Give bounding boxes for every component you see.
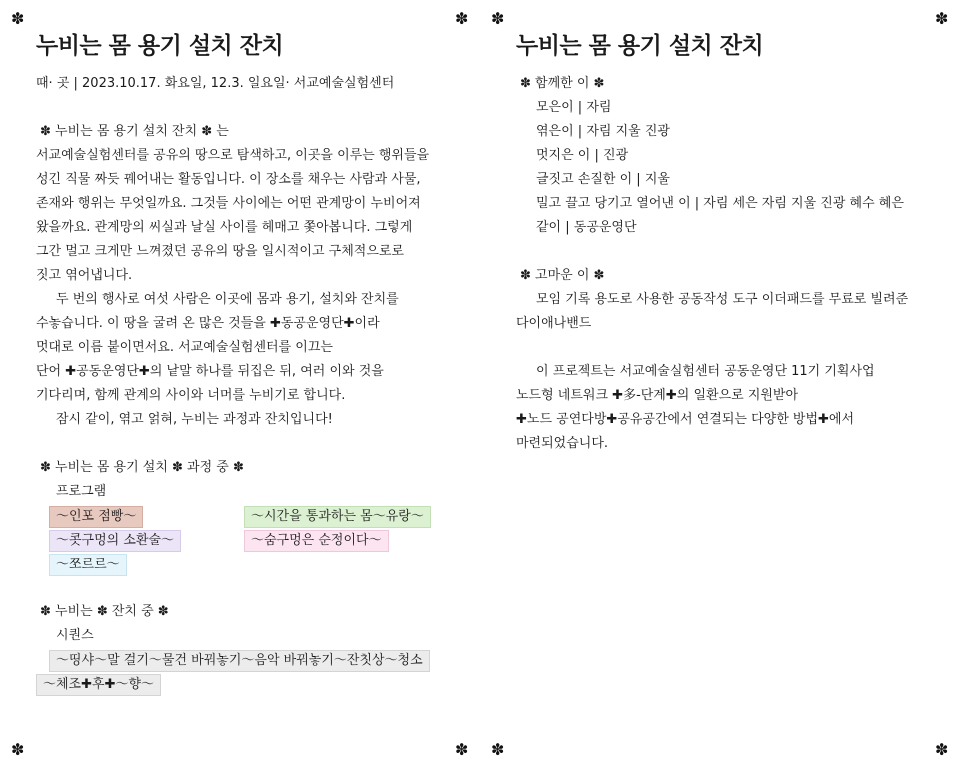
program-chip: ～콧구멍의 소환술～ xyxy=(49,530,181,552)
sequence-row xyxy=(36,648,456,672)
event-meta: 때· 곳 | 2023.10.17. 화요일, 12.3. 일요일· 서교예술실험센터 xyxy=(36,76,395,91)
body-line: 두 번의 행사로 여섯 사람은 이곳에 몸과 용기, 설치와 잔치를 xyxy=(56,292,399,307)
body-line: 기다리며, 함께 관계의 사이와 너머를 누비기로 합니다. xyxy=(36,388,346,403)
corner-mark-icon: ✽ xyxy=(455,740,469,759)
corner-mark-icon: ✽ xyxy=(11,740,25,759)
thanks-header: ✽ 고마운 이 ✽ xyxy=(520,268,605,283)
support-line: 마련되었습니다. xyxy=(516,436,609,451)
process-header: ✽ 누비는 몸 용기 설치 ✽ 과정 중 ✽ xyxy=(40,460,244,475)
sequence-chip: ～체조✚후✚～향～ xyxy=(36,674,161,696)
program-row xyxy=(36,504,456,528)
body-line: 단어 ✚공동운영단✚의 낱말 하나를 뒤집은 뒤, 여러 이와 것을 xyxy=(36,364,384,379)
corner-mark-icon: ✽ xyxy=(935,740,949,759)
credit-line: 밀고 끌고 당기고 열어낸 이 | 자림 세은 자림 지울 진광 혜수 혜은 xyxy=(536,196,904,211)
support-line: 이 프로젝트는 서교예술실험센터 공동운영단 11기 기획사업 xyxy=(536,364,875,379)
corner-mark-icon: ✽ xyxy=(455,9,469,28)
body-line: 수놓습니다. 이 땅을 굴려 온 많은 것들을 ✚동공운영단✚이라 xyxy=(36,316,380,331)
program-row xyxy=(36,528,456,552)
credit-line: 멋지은 이 | 진광 xyxy=(536,148,629,163)
program-chip: ～쪼르르～ xyxy=(49,554,127,576)
thanks-line: 모임 기록 용도로 사용한 공동작성 도구 이더패드를 무료로 빌려준 xyxy=(536,292,909,307)
intro-line: 서교예술실험센터를 공유의 땅으로 탐색하고, 이곳을 이루는 행위들을 xyxy=(36,148,430,163)
sequence-label: 시퀀스 xyxy=(56,628,94,643)
credit-line: 엮은이 | 자림 지울 진광 xyxy=(536,124,670,139)
support-line: 노드형 네트워크 ✚多-단계✚의 일환으로 지원받아 xyxy=(516,388,799,403)
body-line: 멋대로 이름 붙이면서요. 서교예술실험센터를 이끄는 xyxy=(36,340,333,355)
intro-line: 존재와 행위는 무엇일까요. 그것들 사이에는 어떤 관계망이 누비어져 xyxy=(36,196,421,211)
page-title: 누비는 몸 용기 설치 잔치 xyxy=(516,33,764,59)
program-row xyxy=(36,552,456,576)
program-chip: ～인포 점빵～ xyxy=(49,506,143,528)
intro-header: ✽ 누비는 몸 용기 설치 잔치 ✽ 는 xyxy=(40,124,229,139)
corner-mark-icon: ✽ xyxy=(491,9,505,28)
intro-line: 그간 멀고 크게만 느껴졌던 공유의 땅을 일시적이고 구체적으로로 xyxy=(36,244,404,259)
intro-line: 왔을까요. 관계망의 씨실과 날실 사이를 헤매고 쫓아봅니다. 그렇게 xyxy=(36,220,413,235)
program-label: 프로그램 xyxy=(56,484,107,499)
body-line: 잠시 같이, 엮고 얽혀, 누비는 과정과 잔치입니다! xyxy=(56,412,333,427)
credit-line: 같이 | 동공운영단 xyxy=(536,220,637,235)
right-page xyxy=(516,30,936,456)
together-header: ✽ 함께한 이 ✽ xyxy=(520,76,605,91)
intro-line: 짓고 엮어냅니다. xyxy=(36,268,133,283)
credit-line: 글짓고 손질한 이 | 지울 xyxy=(536,172,670,187)
left-page xyxy=(36,30,456,696)
support-line: ✚노드 공연다방✚공유공간에서 연결되는 다양한 방법✚에서 xyxy=(516,412,855,427)
corner-mark-icon: ✽ xyxy=(11,9,25,28)
program-chip: ～시간을 통과하는 몸～유랑～ xyxy=(244,506,431,528)
credit-line: 모은이 | 자림 xyxy=(536,100,612,115)
page-title: 누비는 몸 용기 설치 잔치 xyxy=(36,33,284,59)
sequence-row xyxy=(36,672,456,696)
party-header: ✽ 누비는 ✽ 잔치 중 ✽ xyxy=(40,604,169,619)
corner-mark-icon: ✽ xyxy=(491,740,505,759)
intro-line: 성긴 직물 짜듯 꿰어내는 활동입니다. 이 장소를 채우는 사람과 사물, xyxy=(36,172,421,187)
thanks-line: 다이애나밴드 xyxy=(516,316,592,331)
sequence-chip: ～띵샤～말 걸기～물건 바꿔놓기～음악 바꿔놓기～잔칫상～청소 xyxy=(49,650,430,672)
program-chip: ～숨구멍은 순정이다～ xyxy=(244,530,389,552)
corner-mark-icon: ✽ xyxy=(935,9,949,28)
